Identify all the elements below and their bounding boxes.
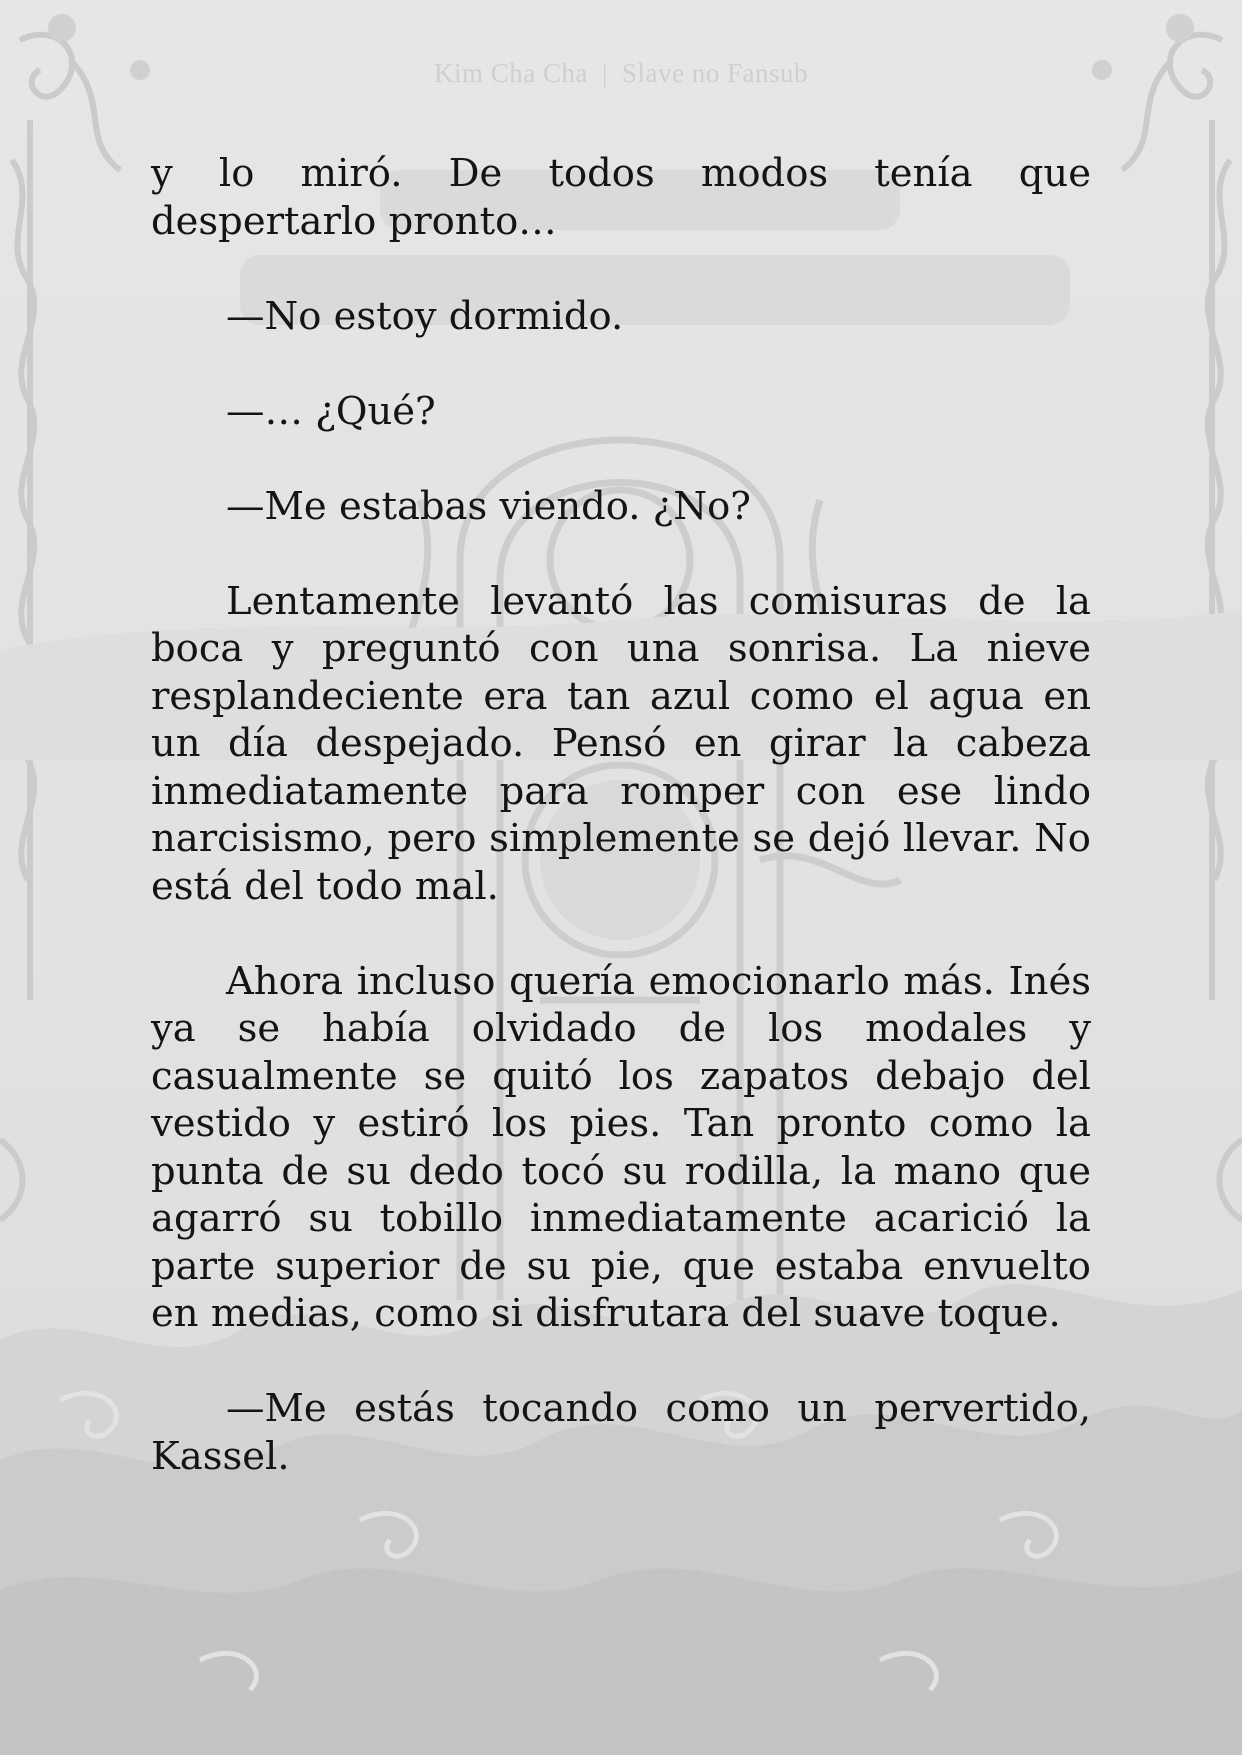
- header-separator: |: [602, 58, 608, 88]
- header-watermark: [0, 58, 1242, 89]
- header-fansub: Slave no Fansub: [621, 58, 808, 88]
- paragraph-7: —Me estás tocando como un pervertido, Kassel.: [151, 1386, 1091, 1479]
- paragraph-1: y lo miró. De todos modos tenía que despertarlo pronto…: [151, 151, 1091, 244]
- paragraph-3: —… ¿Qué?: [226, 388, 436, 434]
- paragraph-5: Lentamente levantó las comisuras de la boca y preguntó con una sonrisa. La nieve resplandeciente era tan azul como el agua en un día despejado. Pensó en girar la cabeza inmediatamente para romper con ese lindo narcisismo, pero simplemente se dejó llevar. No está del todo mal.: [151, 578, 1091, 909]
- paragraph-6: Ahora incluso quería emocionarlo más. Inés ya se había olvidado de los modales y casualmente se quitó los zapatos debajo del vestido y estiró los pies. Tan pronto como la punta de su dedo tocó su rodilla, la mano que agarró su tobillo inmediatamente acarició la parte superior de su pie, que estaba envuelto en medias, como si disfrutara del suave toque.: [151, 958, 1091, 1336]
- header-author: Kim Cha Cha: [434, 58, 589, 88]
- paragraph-4: —Me estabas viendo. ¿No?: [226, 483, 751, 529]
- paragraph-2: —No estoy dormido.: [226, 293, 624, 339]
- left-border-ornament: [0, 35, 120, 1220]
- body-text: [151, 150, 1091, 1528]
